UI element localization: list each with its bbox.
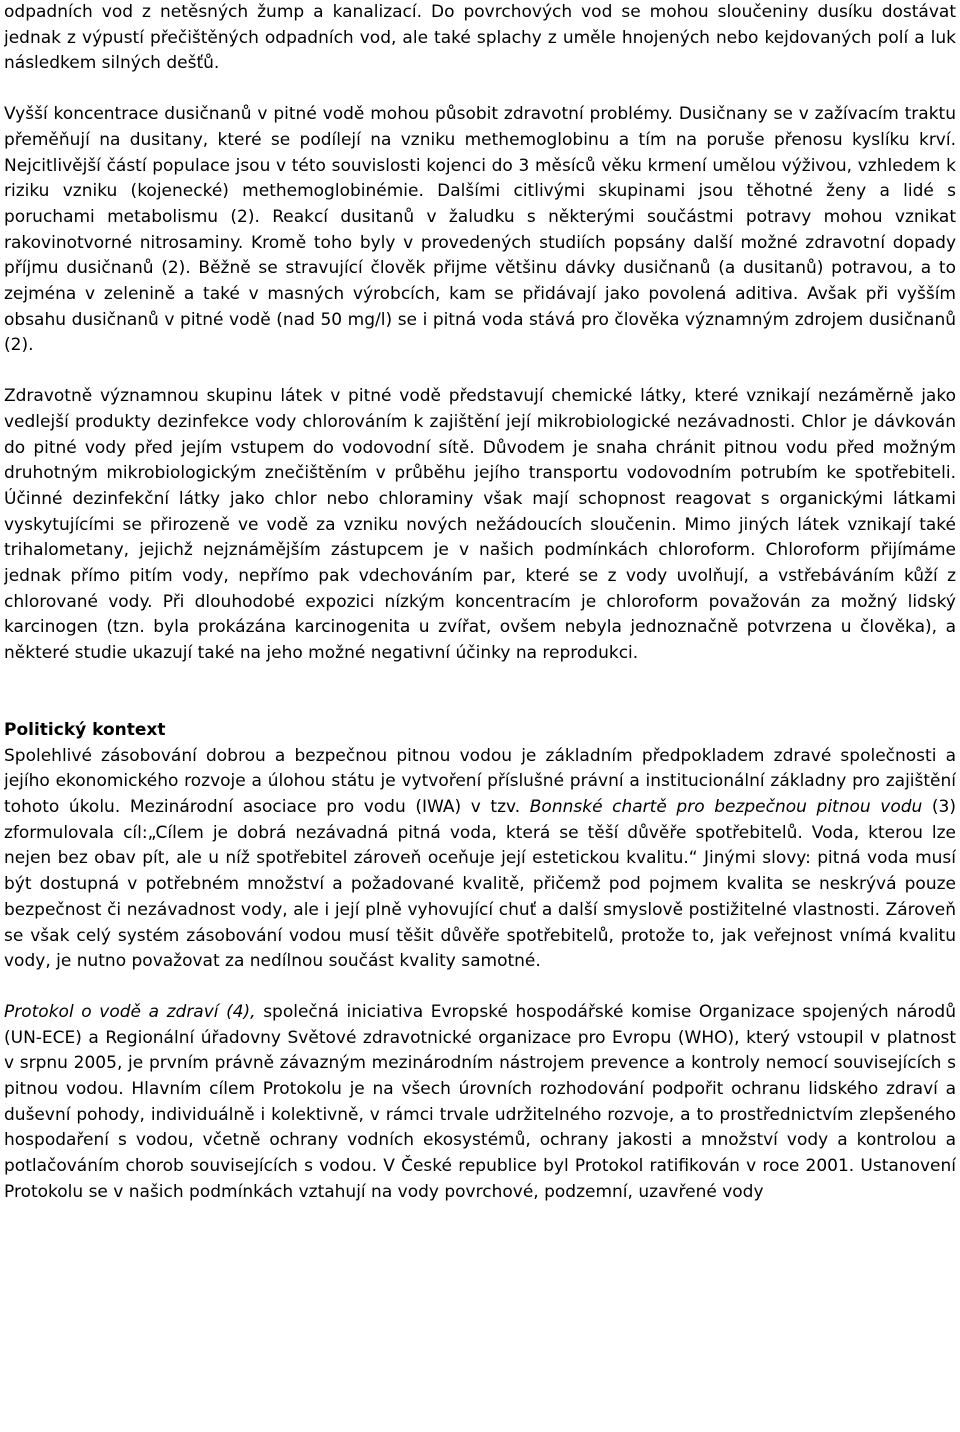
paragraph-spacer bbox=[4, 359, 956, 384]
italic-title-protocol: Protokol o vodě a zdraví (4), bbox=[4, 1001, 256, 1022]
text-run: (3) zformulovala cíl:„Cílem je dobrá nezávadná pitná voda, která se těší důvěře spotřebitelů. Voda, kterou lze nejen bez obav pít, ale u níž spotřebitel zároveň oceňuje její estetickou kvalitu.“ Jinými slovy: pitná voda musí být dostupná v potřebném množství a požadované kvalitě, přičemž pod pojmem kvalita se neskrývá pouze bezpečnost či nezávadnost vody, ale i její plně vyhovující chuť a další smyslově postižitelné vlastnosti. Zároveň se však celý systém zásobování vodou musí těšit důvěře spotřebitelů, protože to, jak veřejnost vnímá kvalitu vody, je nutno považovat za nedílnou součást kvality samotné. bbox=[4, 796, 956, 972]
section-spacer bbox=[4, 667, 956, 718]
paragraph-nitrogen-sources: odpadních vod z netěsných žump a kanalizací. Do povrchových vod se mohou sloučeniny dusíku dostávat jednak z výpustí přečištěných odpadních vod, ale také splachy z uměle hnojených nebo kejdovaných polí a luk následkem silných dešťů. bbox=[4, 2, 956, 74]
paragraph-spacer bbox=[4, 77, 956, 102]
section-heading: Politický kontext bbox=[4, 719, 166, 740]
paragraph-chlorination-byproducts: Zdravotně významnou skupinu látek v pitné vodě představují chemické látky, které vznikají nezáměrně jako vedlejší produkty dezinfekce vody chlorováním k zajištění její mikrobiologické nezávadnosti. Chlor je dávkován do pitné vody před jejím vstupem do vodovodní sítě. Důvodem je snaha chránit pitnou vodu před možným druhotným mikrobiologickým znečištěním v průběhu jejího transportu vodovodním potrubím ke spotřebiteli. Účinné dezinfekční látky jako chlor nebo chloraminy však mají schopnost reagovat s organickými látkami vyskytujícími se přirozeně ve vodě za vzniku nových nežádoucích sloučenin. Mimo jiných látek vznikají také trihalometany, jejichž nejznámějším zástupcem je v našich podmínkách chloroform. Chloroform přijímáme jednak přímo pitím vody, nepřímo pak vdechováním par, které se z vody uvolňují, a vstřebáváním kůží z chlorované vody. Při dlouhodobé expozici nízkým koncentracím je chloroform považován za možný lidský karcinogen (tzn. byla prokázána karcinogenita u zvířat, ovšem nebyla jednoznačně potvrzena u člověka), a některé studie ukazují také na jeho možné negativní účinky na reprodukci. bbox=[4, 386, 956, 664]
text-run: společná iniciativa Evropské hospodářské komise Organizace spojených národů (UN-ECE) a Regionální úřadovny Světové zdravotnické organizace pro Evropu (WHO), který vstoupil v platnost v srpnu 2005, je prvním právně závazným mezinárodním nástrojem prevence a kontroly nemocí souvisejících s pitnou vodou. Hlavním cílem Protokolu je na všech úrovních rozhodování podpořit ochranu lidského zdraví a duševní pohody, individuálně i kolektivně, v rámci trvale udržitelného rozvoje, a to prostřednictvím zlepšeného hospodaření s vodou, včetně ochrany vodních ekosystémů, ochrany jakosti a množství vody a kontrolou a potlačováním chorob souvisejících s vodou. V České republice byl Protokol ratifikován v roce 2001. Ustanovení Protokolu se v našich podmínkách vztahují na vody povrchové, podzemní, uzavřené vody bbox=[4, 1001, 956, 1202]
paragraph-nitrate-health: Vyšší koncentrace dusičnanů v pitné vodě mohou působit zdravotní problémy. Dusičnany se v zažívacím traktu přeměňují na dusitany, které se podílejí na vzniku methemoglobinu a tím na poruše přenosu kyslíku krví. Nejcitlivější částí populace jsou v této souvislosti kojenci do 3 měsíců věku krmení umělou výživou, vzhledem k riziku vzniku (kojenecké) methemoglobinémie. Dalšími citlivými skupinami jsou těhotné ženy a lidé s poruchami metabolismu (2). Reakcí dusitanů v žaludku s některými součástmi potravy mohou vznikat rakovinotvorné nitrosaminy. Kromě toho byly v provedených studiích popsány další možné zdravotní dopady příjmu dusičnanů (2). Běžně se stravující člověk přijme většinu dávky dusičnanů (a dusitanů) potravou, a to zejména v zelenině a také v masných výrobcích, kam se přidávají jako povolená aditiva. Avšak při vyšším obsahu dusičnanů v pitné vodě (nad 50 mg/l) se i pitná voda stává pro člověka významným zdrojem dusičnanů (2). bbox=[4, 104, 956, 356]
italic-title-bonn-charter: Bonnské chartě pro bezpečnou pitnou vodu bbox=[529, 796, 923, 817]
document-page bbox=[4, 0, 956, 1432]
text-run: Spolehlivé zásobování dobrou a bezpečnou pitnou vodou je základním předpokladem zdravé společnosti a jejího ekonomického rozvoje a úlohou státu je vytvoření příslušné právní a institucionální základny pro zajištění tohoto úkolu. Mezinárodní asociace pro vodu (IWA) v tzv. bbox=[4, 745, 956, 817]
paragraph-water-health-protocol bbox=[4, 1000, 956, 1206]
paragraph-spacer bbox=[4, 975, 956, 1000]
paragraph-political-context bbox=[4, 744, 956, 975]
